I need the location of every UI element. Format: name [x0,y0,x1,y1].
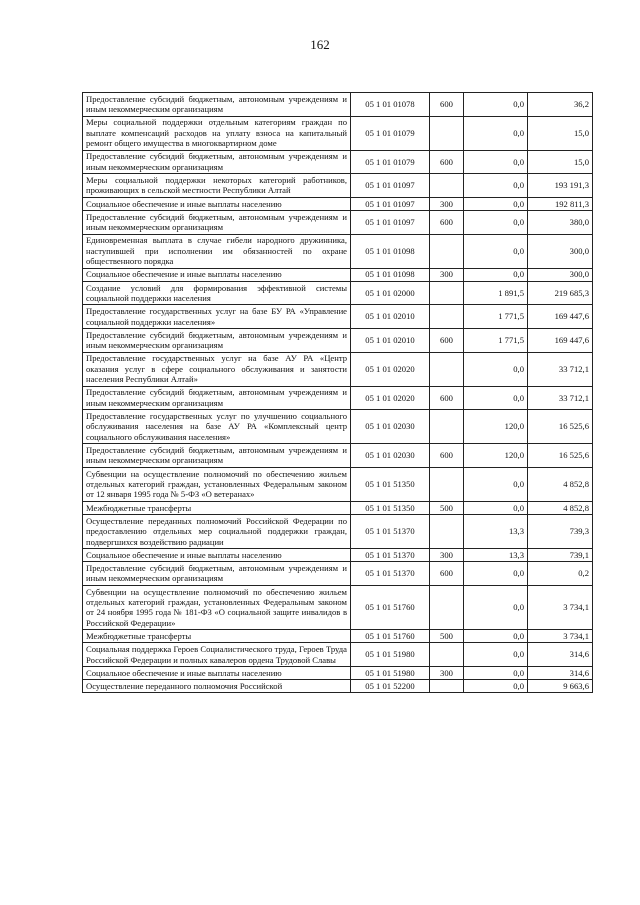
table-row [83,116,593,150]
row-name-cell: Предоставление государственных услуг на базе БУ РА «Управление социальной поддержки населения» [83,305,351,329]
row-amount-b-cell: 16 525,6 [528,444,593,468]
row-name-cell: Социальное обеспечение и иные выплаты населению [83,666,351,679]
row-amount-a-cell: 120,0 [464,444,528,468]
row-amount-a-cell: 0,0 [464,150,528,174]
row-amount-b-cell: 739,1 [528,548,593,561]
row-amount-b-cell: 739,3 [528,514,593,548]
row-amount-b-cell: 300,0 [528,268,593,281]
row-amount-a-cell: 120,0 [464,410,528,444]
row-amount-b-cell: 36,2 [528,93,593,117]
row-code-cell: 05 1 01 01097 [351,197,430,210]
row-code-cell: 05 1 01 01097 [351,174,430,198]
row-amount-b-cell: 33 712,1 [528,352,593,386]
row-amount-b-cell: 219 685,3 [528,281,593,305]
row-code-cell: 05 1 01 51370 [351,562,430,586]
row-amount-b-cell: 4 852,8 [528,467,593,501]
row-name-cell: Предоставление государственных услуг на базе АУ РА «Центр оказания услуг в сфере социального обслуживания и занятости населения Республики Алтай» [83,352,351,386]
row-code-cell: 05 1 01 01098 [351,234,430,268]
table-row [83,630,593,643]
row-amount-a-cell: 0,0 [464,352,528,386]
row-name-cell: Социальная поддержка Героев Социалистического труда, Героев Труда Российской Федерации и полных кавалеров ордена Трудовой Славы [83,643,351,667]
row-amount-a-cell: 1 891,5 [464,281,528,305]
table-row [83,562,593,586]
row-name-cell: Социальное обеспечение и иные выплаты населению [83,268,351,281]
row-amount-a-cell: 0,0 [464,197,528,210]
row-amount-b-cell: 16 525,6 [528,410,593,444]
table-row [83,548,593,561]
table-row [83,643,593,667]
row-amount-a-cell: 0,0 [464,268,528,281]
row-amount-b-cell: 9 663,6 [528,680,593,693]
row-name-cell: Предоставление субсидий бюджетным, автономным учреждениям и иным некоммерческим организациям [83,210,351,234]
table-row [83,93,593,117]
row-name-cell: Осуществление переданного полномочия Российской [83,680,351,693]
row-expense-type-cell: 600 [430,328,464,352]
row-code-cell: 05 1 01 51370 [351,548,430,561]
row-name-cell: Социальное обеспечение и иные выплаты населению [83,548,351,561]
row-name-cell: Предоставление субсидий бюджетным, автономным учреждениям и иным некоммерческим организациям [83,444,351,468]
row-amount-b-cell: 300,0 [528,234,593,268]
row-expense-type-cell: 300 [430,197,464,210]
row-amount-b-cell: 192 811,3 [528,197,593,210]
budget-table [82,92,593,693]
table-row [83,585,593,629]
row-code-cell: 05 1 01 01098 [351,268,430,281]
row-amount-a-cell: 0,0 [464,174,528,198]
table-row [83,174,593,198]
row-expense-type-cell: 600 [430,150,464,174]
row-expense-type-cell: 300 [430,268,464,281]
row-amount-b-cell: 15,0 [528,150,593,174]
row-code-cell: 05 1 01 51370 [351,514,430,548]
table-row [83,352,593,386]
row-amount-a-cell: 0,0 [464,467,528,501]
row-expense-type-cell [430,680,464,693]
row-expense-type-cell [430,116,464,150]
table-row [83,501,593,514]
table-row [83,281,593,305]
table-row [83,210,593,234]
row-amount-a-cell: 0,0 [464,666,528,679]
row-name-cell: Субвенции на осуществление полномочий по обеспечению жильем отдельных категорий граждан, установленных Федеральным законом от 24 ноября 1995 года № 181-ФЗ «О социальной защите инвалидов в Российской Федерации» [83,585,351,629]
row-expense-type-cell [430,281,464,305]
table-row [83,666,593,679]
table-row [83,386,593,410]
row-amount-a-cell: 0,0 [464,501,528,514]
row-amount-a-cell: 0,0 [464,210,528,234]
row-expense-type-cell: 300 [430,548,464,561]
row-code-cell: 05 1 01 01078 [351,93,430,117]
row-name-cell: Предоставление государственных услуг по улучшению социального обслуживания населения на базе АУ РА «Комплексный центр социального обслуживания населения» [83,410,351,444]
row-amount-a-cell: 1 771,5 [464,305,528,329]
row-code-cell: 05 1 01 02010 [351,328,430,352]
row-amount-b-cell: 380,0 [528,210,593,234]
row-expense-type-cell: 500 [430,630,464,643]
row-expense-type-cell: 600 [430,562,464,586]
row-expense-type-cell: 600 [430,93,464,117]
row-amount-b-cell: 169 447,6 [528,305,593,329]
row-name-cell: Меры социальной поддержки отдельным категориям граждан по выплате компенсаций расходов на уплату взноса на капитальный ремонт общего имущества в многоквартирном доме [83,116,351,150]
row-expense-type-cell: 600 [430,386,464,410]
row-expense-type-cell [430,305,464,329]
row-name-cell: Предоставление субсидий бюджетным, автономным учреждениям и иным некоммерческим организациям [83,328,351,352]
row-name-cell: Межбюджетные трансферты [83,630,351,643]
row-code-cell: 05 1 01 01079 [351,150,430,174]
row-amount-b-cell: 15,0 [528,116,593,150]
row-expense-type-cell [430,585,464,629]
row-amount-a-cell: 0,0 [464,680,528,693]
row-code-cell: 05 1 01 02030 [351,444,430,468]
row-expense-type-cell [430,643,464,667]
row-expense-type-cell [430,514,464,548]
row-amount-b-cell: 314,6 [528,666,593,679]
table-row [83,467,593,501]
row-expense-type-cell [430,410,464,444]
row-code-cell: 05 1 01 01079 [351,116,430,150]
row-code-cell: 05 1 01 02000 [351,281,430,305]
row-name-cell: Меры социальной поддержки некоторых категорий работников, проживающих в сельской местности Республики Алтай [83,174,351,198]
row-name-cell: Социальное обеспечение и иные выплаты населению [83,197,351,210]
row-amount-a-cell: 0,0 [464,562,528,586]
row-name-cell: Межбюджетные трансферты [83,501,351,514]
table-row [83,150,593,174]
row-name-cell: Единовременная выплата в случае гибели народного дружинника, наступившей при исполнении им обязанностей по охране общественного порядка [83,234,351,268]
row-code-cell: 05 1 01 51350 [351,501,430,514]
table-row [83,268,593,281]
row-amount-a-cell: 13,3 [464,548,528,561]
row-name-cell: Осуществление переданных полномочий Российской Федерации по предоставлению отдельных мер социальной поддержки граждан, подвергшихся воздействию радиации [83,514,351,548]
row-amount-a-cell: 13,3 [464,514,528,548]
row-amount-b-cell: 3 734,1 [528,630,593,643]
row-amount-a-cell: 0,0 [464,234,528,268]
row-amount-a-cell: 0,0 [464,585,528,629]
row-amount-b-cell: 314,6 [528,643,593,667]
row-expense-type-cell: 500 [430,501,464,514]
row-code-cell: 05 1 01 51980 [351,643,430,667]
row-code-cell: 05 1 01 52200 [351,680,430,693]
table-row [83,514,593,548]
row-amount-b-cell: 193 191,3 [528,174,593,198]
row-amount-a-cell: 0,0 [464,630,528,643]
row-amount-b-cell: 169 447,6 [528,328,593,352]
row-expense-type-cell [430,352,464,386]
row-amount-b-cell: 0,2 [528,562,593,586]
row-name-cell: Предоставление субсидий бюджетным, автономным учреждениям и иным некоммерческим организациям [83,386,351,410]
budget-table-body [83,93,593,693]
row-code-cell: 05 1 01 02010 [351,305,430,329]
row-name-cell: Предоставление субсидий бюджетным, автономным учреждениям и иным некоммерческим организациям [83,150,351,174]
row-expense-type-cell [430,174,464,198]
row-code-cell: 05 1 01 51350 [351,467,430,501]
table-row [83,680,593,693]
row-code-cell: 05 1 01 51980 [351,666,430,679]
row-code-cell: 05 1 01 02020 [351,386,430,410]
table-row [83,328,593,352]
row-code-cell: 05 1 01 01097 [351,210,430,234]
row-amount-a-cell: 0,0 [464,116,528,150]
table-row [83,197,593,210]
row-code-cell: 05 1 01 51760 [351,585,430,629]
row-expense-type-cell: 600 [430,444,464,468]
row-amount-a-cell: 0,0 [464,386,528,410]
row-amount-a-cell: 0,0 [464,93,528,117]
row-name-cell: Предоставление субсидий бюджетным, автономным учреждениям и иным некоммерческим организациям [83,562,351,586]
row-name-cell: Субвенции на осуществление полномочий по обеспечению жильем отдельных категорий граждан, установленных Федеральным законом от 12 января 1995 года № 5-ФЗ «О ветеранах» [83,467,351,501]
table-row [83,234,593,268]
row-expense-type-cell [430,234,464,268]
row-amount-b-cell: 33 712,1 [528,386,593,410]
table-row [83,410,593,444]
page-number: 162 [310,37,330,52]
row-expense-type-cell: 600 [430,210,464,234]
row-amount-b-cell: 4 852,8 [528,501,593,514]
row-name-cell: Предоставление субсидий бюджетным, автономным учреждениям и иным некоммерческим организациям [83,93,351,117]
row-code-cell: 05 1 01 02030 [351,410,430,444]
row-code-cell: 05 1 01 02020 [351,352,430,386]
row-expense-type-cell [430,467,464,501]
row-amount-a-cell: 1 771,5 [464,328,528,352]
row-name-cell: Создание условий для формирования эффективной системы социальной поддержки населения [83,281,351,305]
table-row [83,305,593,329]
row-code-cell: 05 1 01 51760 [351,630,430,643]
row-amount-a-cell: 0,0 [464,643,528,667]
row-expense-type-cell: 300 [430,666,464,679]
table-row [83,444,593,468]
row-amount-b-cell: 3 734,1 [528,585,593,629]
